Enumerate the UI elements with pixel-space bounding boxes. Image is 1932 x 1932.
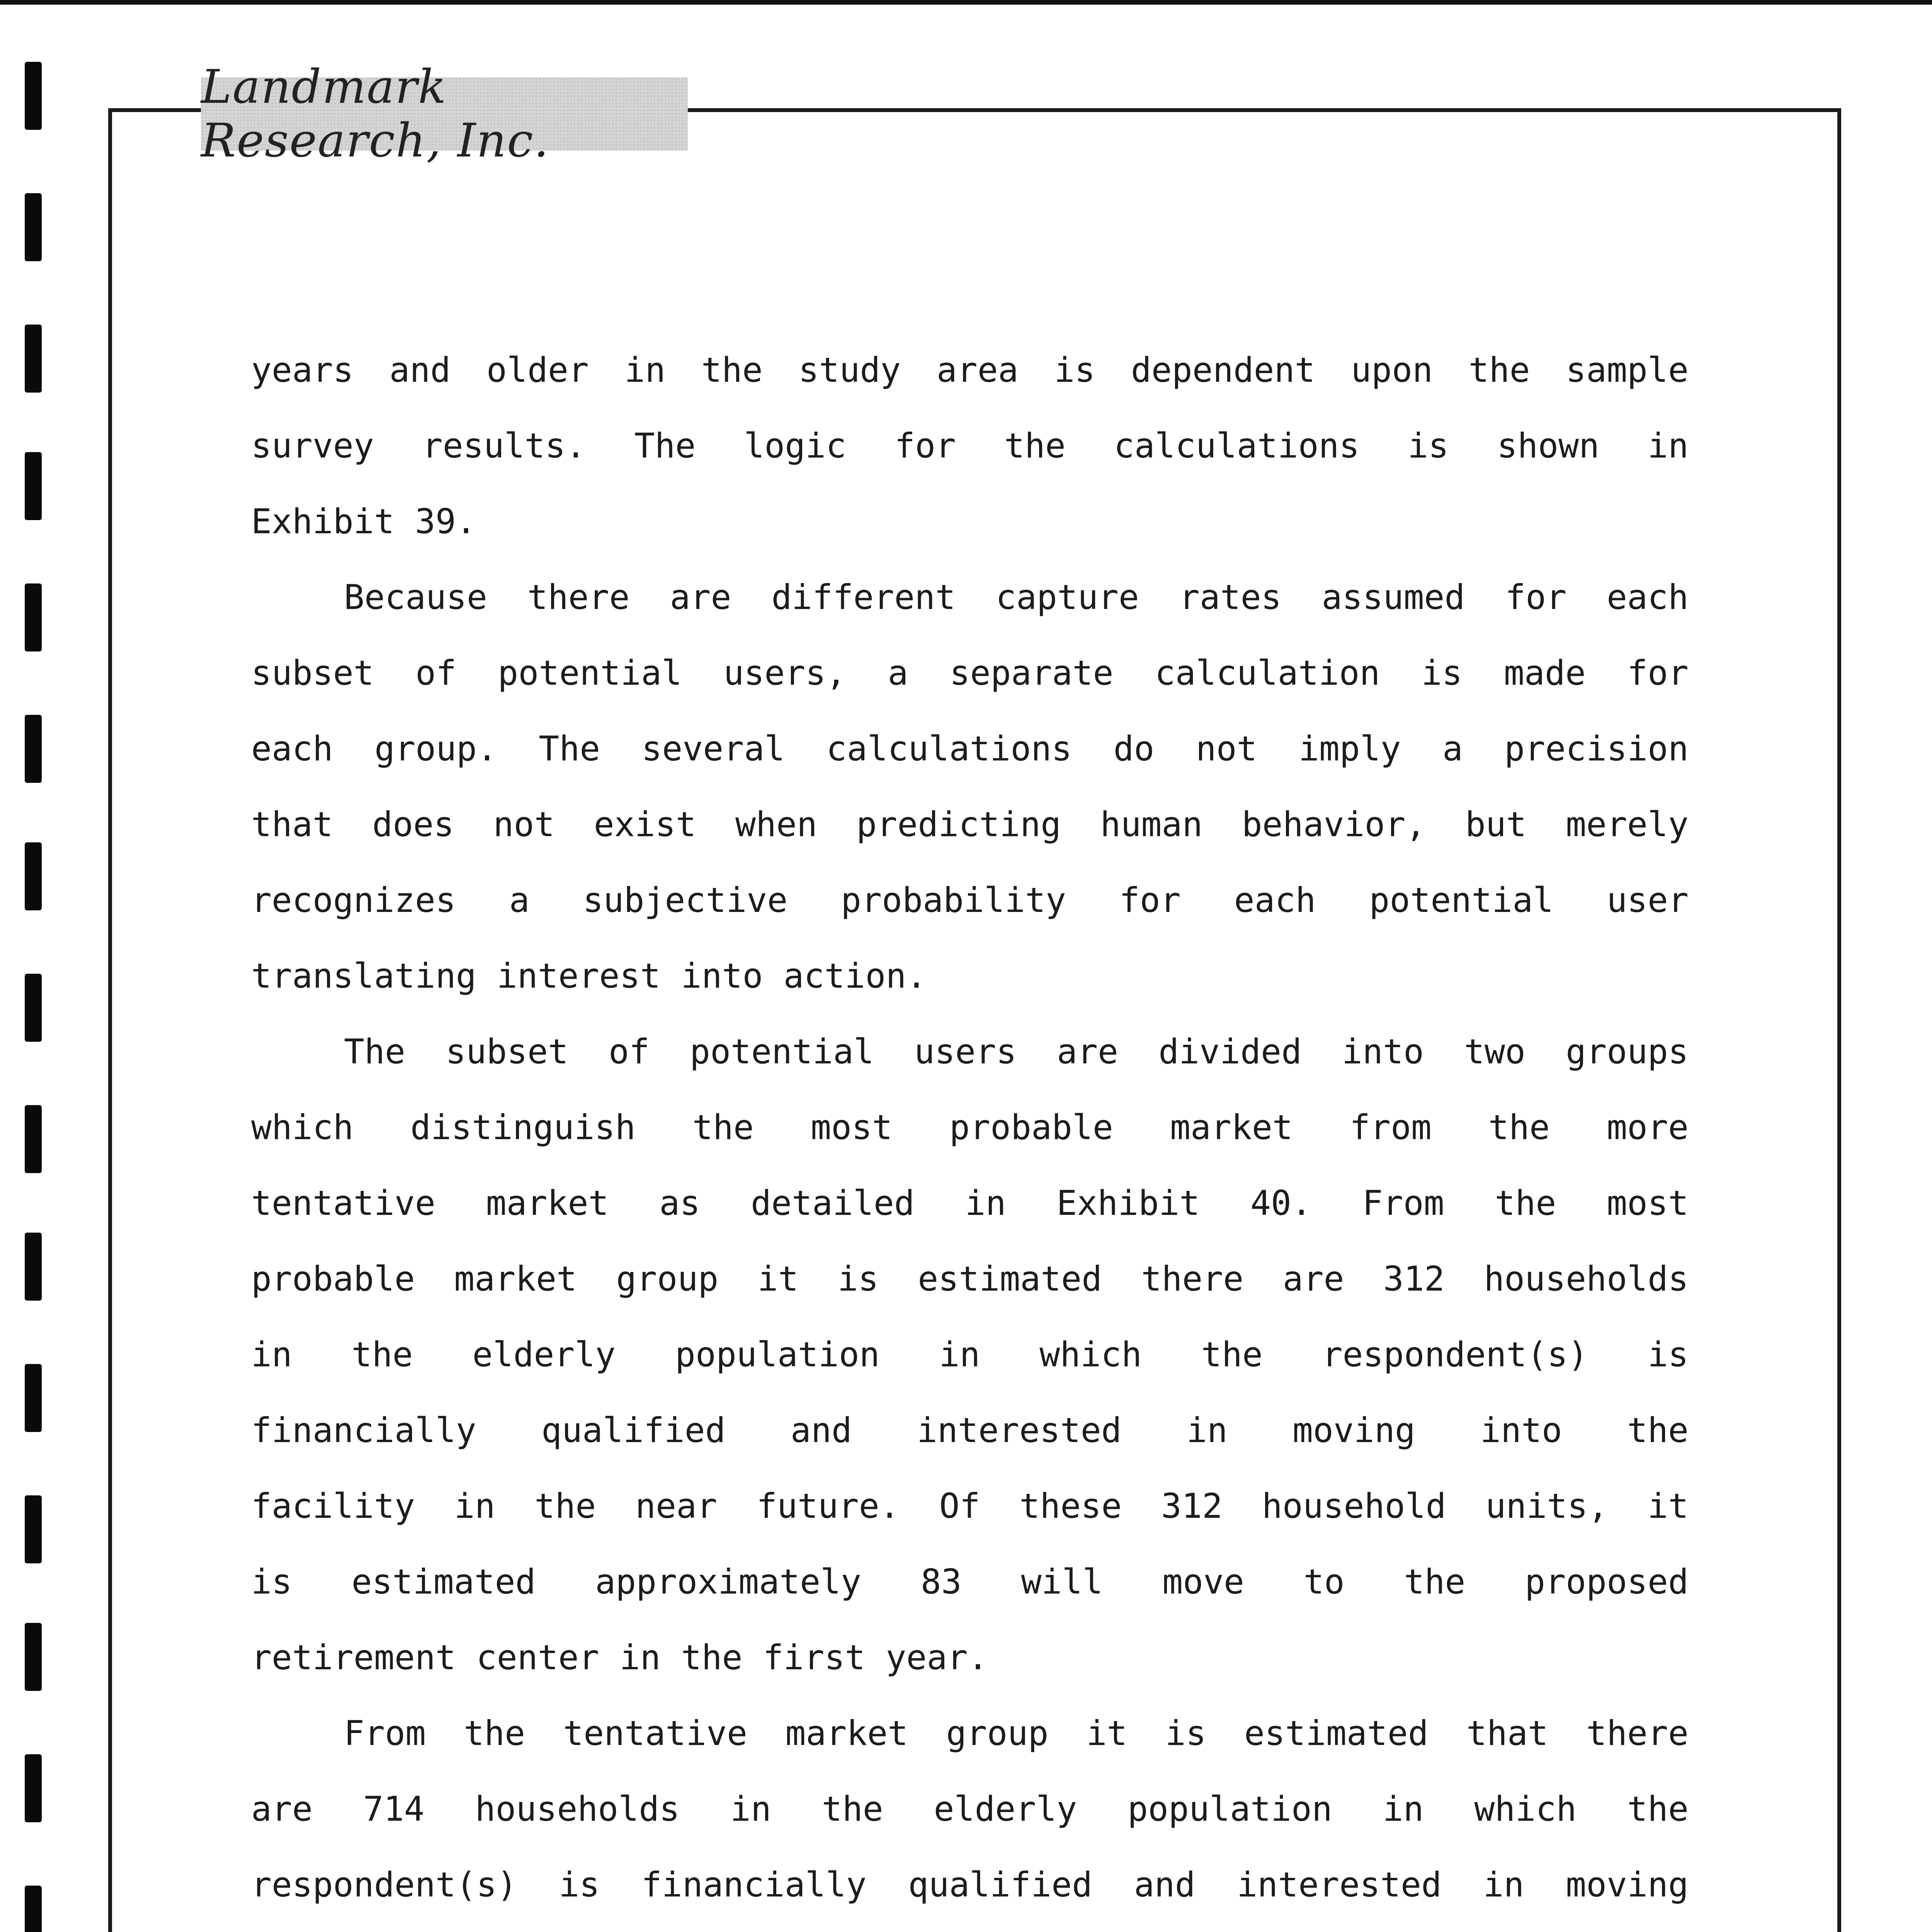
text-line: which distinguish the most probable market from the more [251, 1107, 1689, 1147]
text-line: survey results. The logic for the calculations is shown in [251, 426, 1689, 466]
text-line: Exhibit 39. [251, 502, 476, 541]
paragraph [251, 1696, 1689, 1932]
text-line: facility in the near future. Of these 312 household units, it [251, 1486, 1689, 1526]
text-line: is estimated approximately 83 will move to the proposed [251, 1562, 1689, 1602]
binding-hole [25, 325, 42, 393]
text-line: retirement center in the first year. [251, 1638, 988, 1677]
text-line: tentative market as detailed in Exhibit 40. From the most [251, 1183, 1689, 1223]
text-line: that does not exist when predicting human behavior, but merely [251, 804, 1689, 844]
text-line: Because there are different capture rates assumed for each [344, 577, 1689, 617]
binding-hole [25, 1886, 42, 1932]
text-line: From the tentative market group it is estimated that there [344, 1713, 1689, 1753]
binding-hole [25, 1623, 42, 1691]
letterhead [201, 60, 688, 168]
paragraph [251, 560, 1689, 1014]
binding-hole [25, 1105, 42, 1173]
text-line: subset of potential users, a separate calculation is made for [251, 653, 1689, 693]
text-line: probable market group it is estimated there are 312 households [251, 1259, 1689, 1299]
binding-hole [25, 715, 42, 783]
text-line: respondent(s) is financially qualified and interested in moving [251, 1865, 1689, 1905]
text-line: The subset of potential users are divided into two groups [344, 1032, 1689, 1071]
binding-hole [25, 193, 42, 261]
binding-hole [25, 452, 42, 520]
text-line: are 714 households in the elderly population in which the [251, 1789, 1689, 1829]
binding-hole [25, 1364, 42, 1432]
page-top-edge [0, 0, 1932, 5]
binding-hole [25, 842, 42, 910]
paragraph [251, 1014, 1689, 1696]
paragraph [251, 332, 1689, 560]
binding-hole [25, 974, 42, 1042]
text-line: years and older in the study area is dependent upon the sample [251, 350, 1689, 390]
binding-hole [25, 62, 42, 130]
letterhead-logo-text: Landmark Research, Inc. [201, 60, 549, 168]
text-line: translating interest into action. [251, 956, 927, 996]
text-line: in the elderly population in which the respondent(s) is [251, 1335, 1689, 1374]
body-text [251, 332, 1689, 1932]
text-line: recognizes a subjective probability for each potential user [251, 880, 1689, 920]
binding-hole [25, 1233, 42, 1301]
binding-hole [25, 1754, 42, 1822]
binding-hole [25, 1495, 42, 1563]
binding-hole [25, 583, 42, 651]
text-line: financially qualified and interested in moving into the [251, 1410, 1689, 1450]
text-line [251, 1923, 1689, 1932]
binding-holes [0, 0, 77, 1932]
text-line: each group. The several calculations do not imply a precision [251, 729, 1689, 769]
